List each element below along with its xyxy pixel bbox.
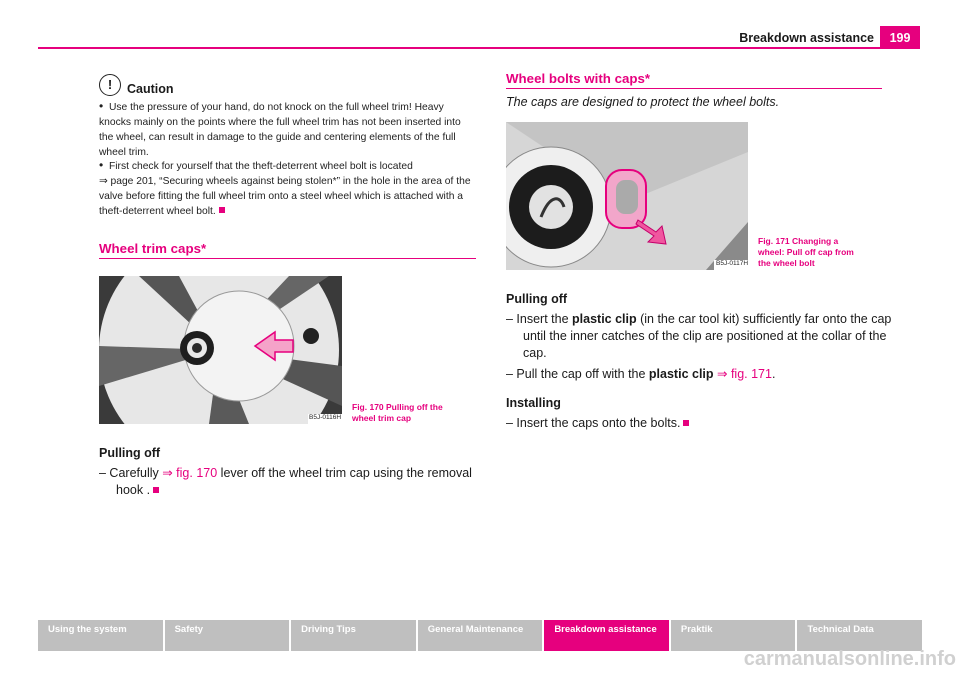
bolt-cap-step-3: – Insert the caps onto the bolts. bbox=[506, 415, 689, 432]
caution-icon: ! bbox=[99, 74, 121, 96]
tab-using-the-system[interactable]: Using the system bbox=[38, 620, 163, 651]
section-heading-wheel-bolts: Wheel bolts with caps* bbox=[506, 71, 651, 86]
tab-praktik[interactable]: Praktik bbox=[671, 620, 796, 651]
caution-title: Caution bbox=[127, 82, 174, 96]
page-number: 199 bbox=[880, 26, 920, 48]
caution-bullet-2: • First check for yourself that the theft-deterrent wheel bolt is located ⇒ page 201, “Securing wheels against being stolen*” in the hole in the area of the valve before fitting the full wheel trim onto a steel wheel which is attached with a theft-deterrent wheel bolt. bbox=[99, 158, 471, 217]
running-header-title: Breakdown assistance bbox=[739, 31, 874, 45]
section-rule bbox=[99, 258, 476, 259]
figure-170-image bbox=[99, 276, 342, 424]
figure-171-image bbox=[506, 122, 748, 270]
fig-170-link[interactable]: ⇒ fig. 170 bbox=[162, 466, 218, 480]
section-intro: The caps are designed to protect the wheel bolts. bbox=[506, 95, 780, 109]
tab-breakdown-assistance[interactable]: Breakdown assistance bbox=[544, 620, 669, 651]
figure-170-code: B5J-0116H bbox=[309, 414, 342, 421]
figure-171-code: B5J-0117H bbox=[716, 260, 749, 267]
bolt-cap-step-1: – Insert the plastic clip (in the car tool kit) sufficiently far onto the cap until the inner catches of the clip are positioned at the collar of the cap. bbox=[506, 312, 892, 360]
tab-general-maintenance[interactable]: General Maintenance bbox=[418, 620, 543, 651]
pulling-off-heading: Pulling off bbox=[99, 446, 161, 460]
fig-171-link[interactable]: ⇒ fig. 171 bbox=[713, 367, 772, 381]
header-rule bbox=[38, 47, 920, 49]
wheel-trim-step: – Carefully ⇒ fig. 170 lever off the wheel trim cap using the removal hook . bbox=[99, 466, 472, 497]
tab-driving-tips[interactable]: Driving Tips bbox=[291, 620, 416, 651]
section-rule bbox=[506, 88, 882, 89]
chapter-tab-bar bbox=[38, 620, 922, 651]
pulling-off-heading-2: Pulling off bbox=[506, 292, 568, 306]
tab-technical-data[interactable]: Technical Data bbox=[797, 620, 922, 651]
caution-bullet-1: • Use the pressure of your hand, do not knock on the full wheel trim! Heavy knocks mainly on the points where the full wheel trim has not been inserted into the wheel, can result in damage to the guide and centering elements of the full wheel trim. bbox=[99, 99, 461, 158]
installing-heading: Installing bbox=[506, 396, 561, 410]
watermark: carmanualsonline.info bbox=[743, 648, 956, 670]
bolt-cap-step-2: – Pull the cap off with the plastic clip ⇒ fig. 171. bbox=[506, 367, 776, 381]
section-heading-wheel-trim-caps: Wheel trim caps* bbox=[99, 241, 207, 256]
figure-171-caption: Fig. 171 Changing a wheel: Pull off cap from the wheel bolt bbox=[758, 236, 854, 268]
end-marker-icon bbox=[683, 420, 689, 426]
figure-170-caption: Fig. 170 Pulling off the wheel trim cap bbox=[352, 402, 443, 423]
tab-safety[interactable]: Safety bbox=[165, 620, 290, 651]
end-marker-icon bbox=[219, 207, 225, 213]
end-marker-icon bbox=[153, 487, 159, 493]
